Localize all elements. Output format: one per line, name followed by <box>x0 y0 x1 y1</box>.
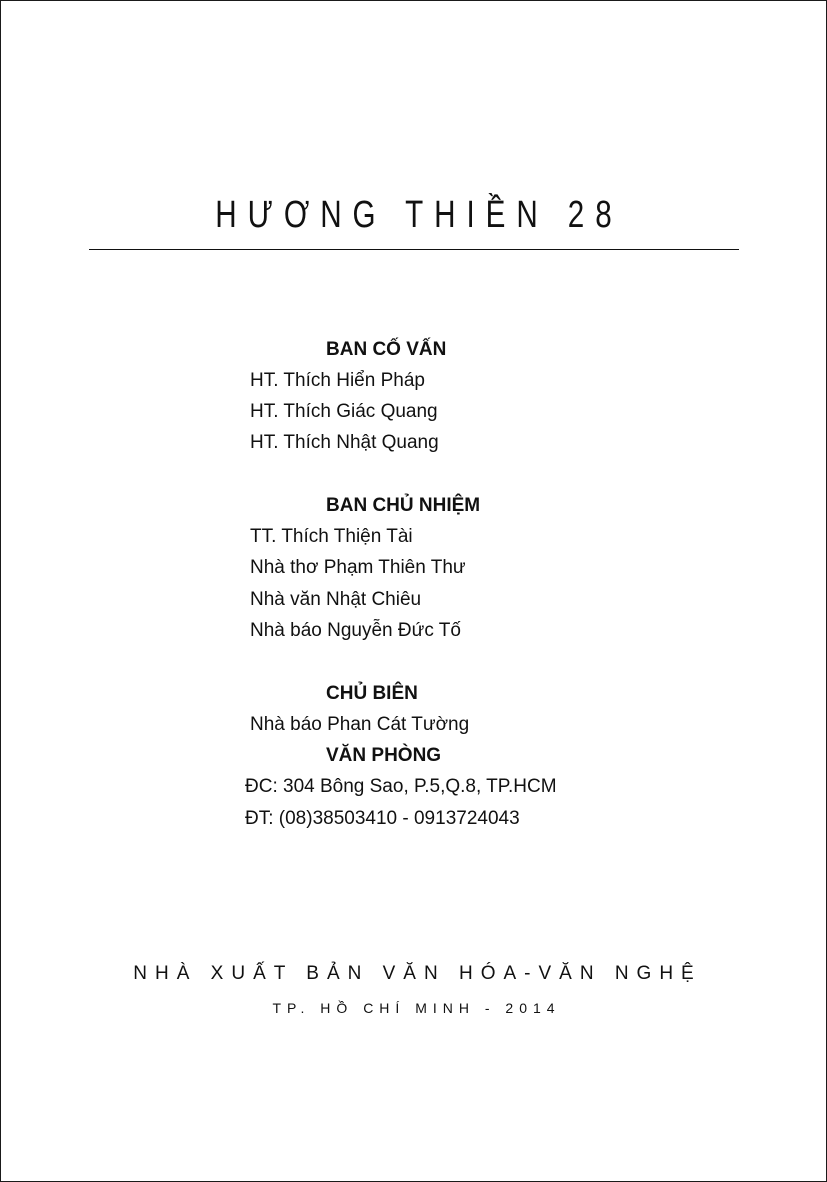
publisher-name: NHÀ XUẤT BẢN VĂN HÓA-VĂN NGHỆ <box>133 963 702 984</box>
management-board-heading: BAN CHỦ NHIỆM <box>326 495 481 516</box>
management-member: Nhà thơ Phạm Thiên Thư <box>250 557 466 578</box>
editor-in-chief-name: Nhà báo Phan Cát Tường <box>250 714 470 735</box>
office-heading: VĂN PHÒNG <box>326 745 442 766</box>
title-divider <box>89 249 739 250</box>
management-member: Nhà báo Nguyễn Đức Tố <box>250 620 461 641</box>
advisory-member: HT. Thích Nhật Quang <box>250 432 439 453</box>
management-member: TT. Thích Thiện Tài <box>250 526 413 547</box>
office-address: ĐC: 304 Bông Sao, P.5,Q.8, TP.HCM <box>245 776 557 797</box>
advisory-member: HT. Thích Giác Quang <box>250 401 438 422</box>
advisory-member: HT. Thích Hiển Pháp <box>250 370 425 391</box>
management-member: Nhà văn Nhật Chiêu <box>250 589 422 610</box>
advisory-board-heading: BAN CỐ VẤN <box>326 339 447 360</box>
page-title: HƯƠNG THIỀN 28 <box>215 194 623 236</box>
publication-place-year: TP. HỒ CHÍ MINH - 2014 <box>272 1000 561 1016</box>
office-phone: ĐT: (08)38503410 - 0913724043 <box>245 808 520 829</box>
editor-in-chief-heading: CHỦ BIÊN <box>326 683 418 704</box>
